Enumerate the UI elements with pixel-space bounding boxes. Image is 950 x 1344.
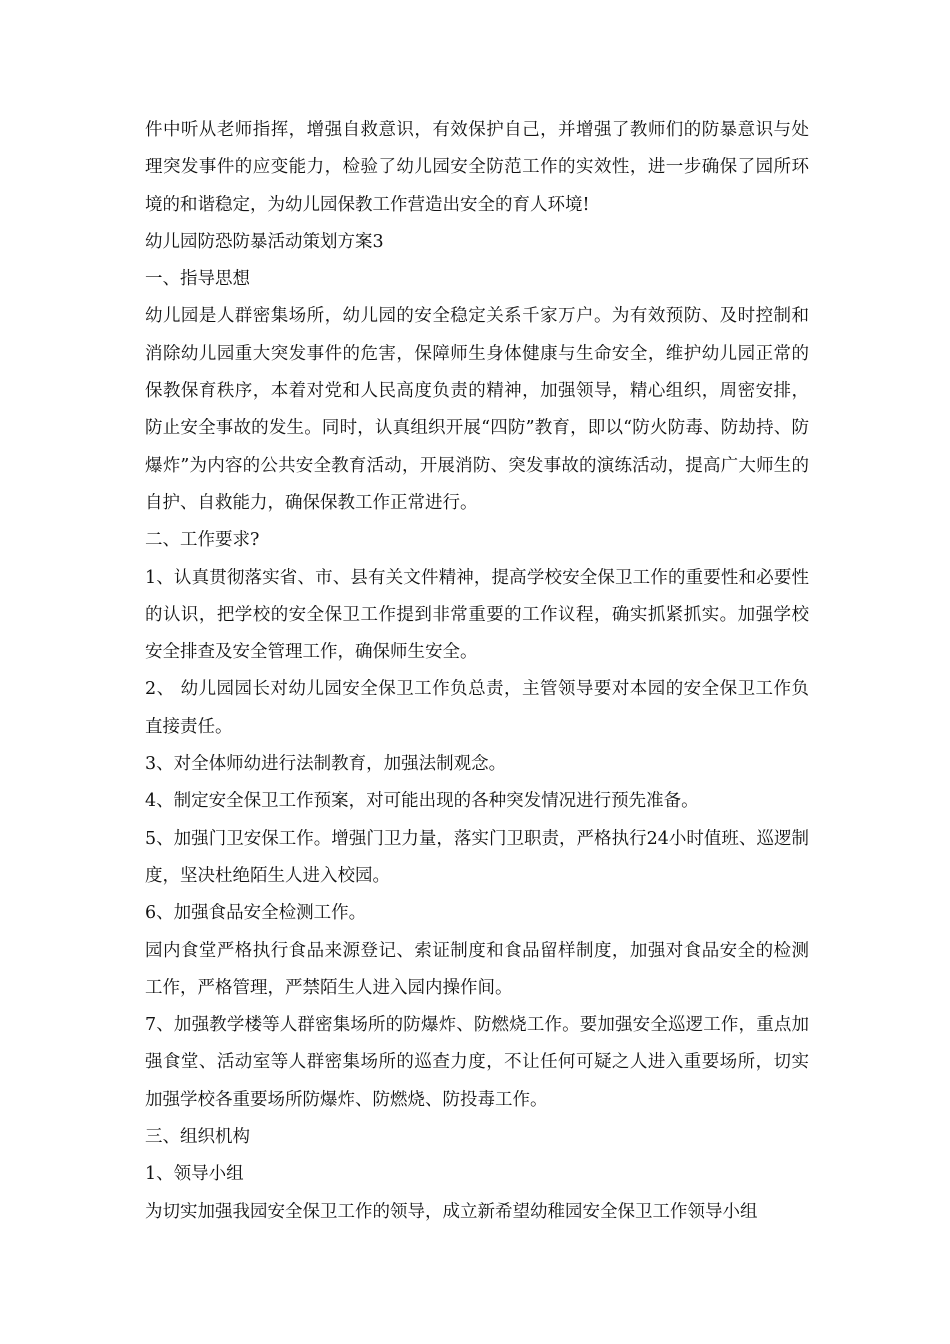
heading-organization: 三、组织机构: [145, 1127, 250, 1148]
paragraph-guiding-ideology: 幼儿园是人群密集场所，幼儿园的安全稳定关系千家万户。为有效预防、及时控制和消除幼儿园重大突发事件的危害，保障师生身体健康与生命安全，维护幼儿园正常的保教保育秩序，本着对党和人民高度负责的精神，加强领导，精心组织，周密安排，防止安全事故的发生。同时，认真组织开展“四防”教育，即以“防火防毒、防劫持、防爆炸”为内容的公共安全教育活动，开展消防、突发事故的演练活动，提高广大师生的自护、自救能力，确保保教工作正常进行。: [145, 306, 809, 513]
heading-guiding-ideology: 一、指导思想: [145, 269, 250, 290]
requirement-item-6: 6、加强食品安全检测工作。: [145, 903, 367, 924]
section-title: 幼儿园防恐防暴活动策划方案3: [145, 231, 384, 252]
document-body: [145, 112, 809, 1231]
requirement-item-4: 4、制定安全保卫工作预案，对可能出现的各种突发情况进行预先准备。: [145, 791, 699, 812]
requirement-item-6-detail: 园内食堂严格执行食品来源登记、索证制度和食品留样制度，加强对食品安全的检测工作，严格管理，严禁陌生人进入园内操作间。: [145, 940, 809, 998]
requirement-item-7: 7、加强教学楼等人群密集场所的防爆炸、防燃烧工作。要加强安全巡逻工作，重点加强食堂、活动室等人群密集场所的巡查力度，不让任何可疑之人进入重要场所，切实加强学校各重要场所防爆炸、防燃烧、防投毒工作。: [145, 1015, 809, 1110]
requirement-item-1: 1、认真贯彻落实省、市、县有关文件精神，提高学校安全保卫工作的重要性和必要性的认识，把学校的安全保卫工作提到非常重要的工作议程，确实抓紧抓实。加强学校安全排查及安全管理工作，确保师生安全。: [145, 567, 809, 663]
heading-work-requirements: 二、工作要求?: [145, 530, 260, 551]
subheading-leadership-group: 1、领导小组: [145, 1164, 244, 1185]
requirement-item-2: 2、 幼儿园园长对幼儿园安全保卫工作负总责，主管领导要对本园的安全保卫工作负直接责任。: [145, 679, 809, 737]
requirement-item-3: 3、对全体师幼进行法制教育，加强法制观念。: [145, 754, 507, 775]
requirement-item-5: 5、加强门卫安保工作。增强门卫力量，落实门卫职责，严格执行24小时值班、巡逻制度，坚决杜绝陌生人进入校园。: [145, 828, 809, 886]
paragraph-continuation: 件中听从老师指挥，增强自救意识，有效保护自己，并增强了教师们的防暴意识与处理突发事件的应变能力，检验了幼儿园安全防范工作的实效性，进一步确保了园所环境的和谐稳定，为幼儿园保教工作营造出安全的育人环境!: [145, 120, 809, 215]
paragraph-leadership-group: 为切实加强我园安全保卫工作的领导，成立新希望幼稚园安全保卫工作领导小组: [145, 1201, 758, 1222]
